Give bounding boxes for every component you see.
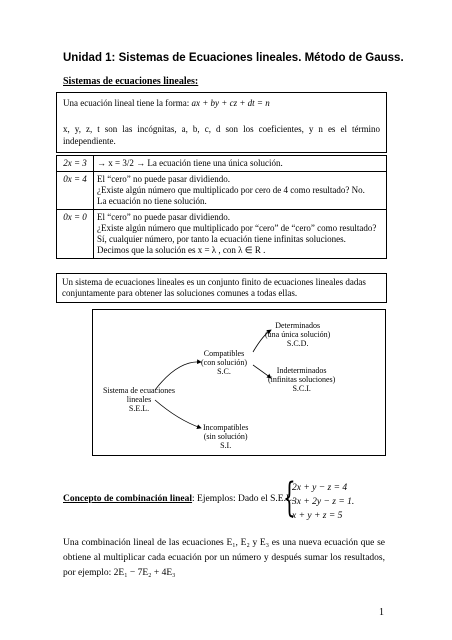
case-line: La ecuación no tiene solución. xyxy=(97,196,207,206)
linear-combination-paragraph: Una combinación lineal de las ecuaciones E₁, E₂ y E₃ es una nueva ecuación que se obtiene al multiplicar cada ecuación por un número y después sumar los resultados, por ejemplo: 2E₁ − 7E₂ + 4E₃ xyxy=(63,538,385,578)
form-line xyxy=(63,97,270,109)
node-line: S.I. xyxy=(220,441,232,450)
case-equation: 0x = 0 xyxy=(57,210,94,259)
node-line: Determinados xyxy=(275,321,321,330)
node-line: lineales xyxy=(126,395,152,404)
case-line: El “cero” no puede pasar dividiendo. xyxy=(97,174,230,184)
case-line: El “cero” no puede pasar dividiendo. xyxy=(97,212,230,222)
system-equation: 3x + 2y − z = 1. xyxy=(292,497,355,507)
node-line: (una única solución) xyxy=(265,330,331,339)
example-system xyxy=(292,481,354,523)
node-line: S.C.D. xyxy=(286,339,309,348)
brace-glyph: { xyxy=(283,475,296,521)
variables-line: x, y, z, t son las incógnitas, a, b, c, d son los coeficientes, y n es el término xyxy=(63,124,380,134)
section-heading: Sistemas de ecuaciones lineales: xyxy=(63,76,199,87)
concept-line xyxy=(63,494,294,504)
concept-text: : Ejemplos: Dado el S.E.L. xyxy=(192,494,295,504)
system-definition: Un sistema de ecuaciones lineales es un conjunto finito de ecuaciones lineales dadas conjuntamente para obtener las soluciones comunes a todas ellas. xyxy=(56,273,387,303)
node-compatible xyxy=(201,349,247,376)
node-line: Incompatibles xyxy=(203,423,249,432)
table-row xyxy=(57,156,387,172)
case-line: Sí, cualquier número, por tanto la ecuación tiene infinitas soluciones. xyxy=(97,234,346,244)
variables-line-end: independiente. xyxy=(63,136,116,146)
page-title: Unidad 1: Sistemas de Ecuaciones lineales. Método de Gauss. xyxy=(63,52,404,64)
node-line: Compatibles xyxy=(203,349,245,358)
case-line: Decimos que la solución es x = λ , con λ ∈ R . xyxy=(97,245,266,255)
system-equation: x + y + z = 5 xyxy=(292,511,343,521)
case-line: ¿Existe algún número que multiplicado por cero de 4 como resultado? No. xyxy=(97,185,365,195)
case-line: ¿Existe algún número que multiplicado por “cero” de “cero” como resultado? xyxy=(97,223,377,233)
form-label: Una ecuación lineal tiene la forma: xyxy=(63,98,190,108)
form-formula: ax + by + cz + dt = n xyxy=(191,98,270,108)
node-incompatible xyxy=(203,423,248,450)
case-equation: 0x = 4 xyxy=(57,172,94,210)
case-explanation xyxy=(94,172,387,210)
table-row xyxy=(57,210,387,259)
node-undetermined xyxy=(268,366,335,393)
case-line: → x = 3/2 → La ecuación tiene una única solución. xyxy=(97,158,283,168)
node-sel xyxy=(103,386,175,413)
node-line: (infinitas soluciones) xyxy=(268,375,336,384)
case-equation: 2x = 3 xyxy=(57,156,94,172)
definition-box xyxy=(56,92,387,153)
concept-heading: Concepto de combinación lineal xyxy=(63,494,193,504)
system-equation: 2x + y − z = 4 xyxy=(292,483,348,493)
node-line: (sin solución) xyxy=(203,432,248,441)
node-line: Indeterminados xyxy=(276,366,327,375)
node-line: Sistema de ecuaciones xyxy=(103,386,175,395)
node-line: S.C. xyxy=(217,367,231,376)
node-determined xyxy=(265,321,330,348)
classification-diagram xyxy=(92,309,386,456)
node-line: S.C.I. xyxy=(292,384,311,393)
table-row xyxy=(57,172,387,210)
cases-table xyxy=(56,155,387,259)
case-explanation xyxy=(94,210,387,259)
page-number: 1 xyxy=(379,607,384,618)
node-line: (con solución) xyxy=(201,358,247,367)
node-line: S.E.L. xyxy=(128,404,150,413)
case-explanation xyxy=(94,156,387,172)
